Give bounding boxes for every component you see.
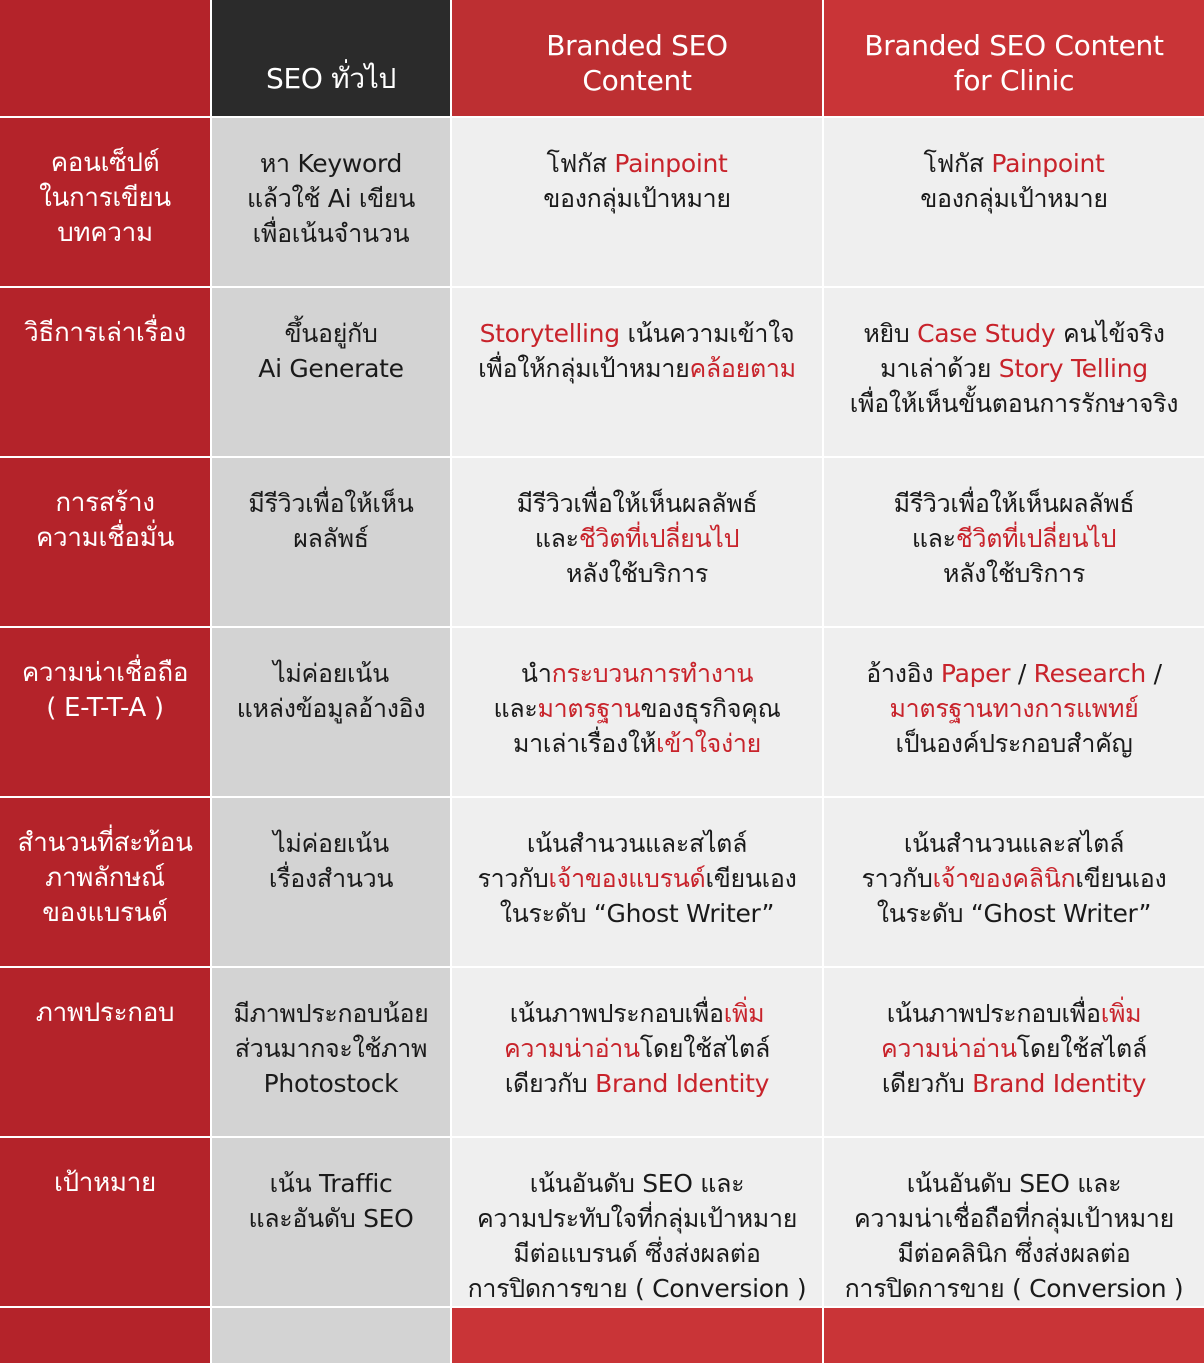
cell-line [505, 1066, 769, 1101]
cell-line [546, 146, 727, 181]
text-segment: เขียนเอง [1075, 864, 1167, 893]
cell-line [468, 1271, 807, 1306]
highlight-text: Brand Identity [595, 1069, 770, 1098]
text-segment: มีรีวิวเพื่อให้เห็นผลลัพธ์ [893, 489, 1135, 518]
highlight-text: Research [1033, 659, 1146, 688]
highlight-text: เจ้าของแบรนด์ [548, 864, 706, 893]
clinic-cell [824, 288, 1204, 458]
cell-line [258, 351, 403, 386]
cell-line: ( E-T-T-A ) [46, 693, 164, 723]
branded-cell [452, 118, 824, 288]
cell-line [269, 861, 393, 896]
cell-line [543, 181, 730, 216]
cell-line [897, 1236, 1130, 1271]
text-segment: ราวกับ [477, 864, 549, 893]
text-segment: เขียนเอง [705, 864, 797, 893]
text-segment: มีภาพประกอบน้อย [233, 999, 429, 1028]
cell-line [943, 556, 1085, 591]
cell-line [293, 521, 369, 556]
text-segment: ราวกับ [861, 864, 933, 893]
text-segment: เดียวกับ [881, 1069, 973, 1098]
text-segment: โดยใช้สไตล์ [1016, 1034, 1148, 1063]
footer-strip-generic [212, 1308, 452, 1363]
text-segment: เน้นอันดับ SEO และ [906, 1169, 1122, 1198]
cell-line [535, 521, 739, 556]
highlight-text: เจ้าของคลินิก [932, 864, 1076, 893]
cell-line: ของแบรนด์ [42, 898, 168, 928]
cell-line [273, 656, 389, 691]
text-segment: ของธุรกิจคุณ [640, 694, 781, 723]
cell-line: เป้าหมาย [53, 1168, 156, 1198]
highlight-text: มาตรฐาน [537, 694, 641, 723]
cell-line [233, 996, 428, 1031]
cell-line [880, 351, 1148, 386]
text-segment: เน้น Traffic [269, 1169, 393, 1198]
text-segment: มีรีวิวเพื่อให้เห็น [248, 489, 414, 518]
text-segment: หา Keyword [259, 149, 403, 178]
text-segment: ของกลุ่มเป้าหมาย [543, 184, 731, 213]
text-segment: การปิดการขาย ( Conversion ) [844, 1274, 1184, 1303]
text-segment: ในระดับ “Ghost Writer” [499, 899, 775, 928]
cell-line [253, 216, 410, 251]
cell-line [235, 1031, 427, 1066]
text-segment: ความประทับใจที่กลุ่มเป้าหมาย [476, 1204, 798, 1233]
highlight-text: Painpoint [991, 149, 1105, 178]
generic-cell [212, 968, 452, 1138]
cell-line: ภาพประกอบ [35, 998, 175, 1028]
cell-line [877, 896, 1151, 931]
cell-line [530, 1166, 745, 1201]
highlight-text: เข้าใจง่าย [655, 729, 762, 758]
cell-line [521, 656, 753, 691]
cell-line [850, 386, 1178, 421]
cell-line: ความเชื่อมั่น [35, 523, 175, 553]
text-segment: แหล่งข้อมูลอ้างอิง [236, 694, 426, 723]
cell-line: คอนเซ็ปต์ [50, 148, 160, 178]
cell-line [248, 486, 413, 521]
cell-line [260, 146, 402, 181]
row-label [0, 118, 212, 288]
cell-line [517, 486, 758, 521]
text-segment: และ [493, 694, 538, 723]
cell-line [866, 656, 1161, 691]
highlight-text: Storytelling [479, 319, 620, 348]
header-line: Branded SEO [546, 29, 728, 62]
cell-line [907, 1166, 1122, 1201]
cell-line [284, 316, 377, 351]
text-segment: ไม่ค่อยเน้น [273, 829, 389, 858]
text-segment: โฟกัส [923, 149, 992, 178]
cell-line [912, 521, 1116, 556]
text-segment: หลังใช้บริการ [565, 559, 709, 588]
highlight-text: คล้อยตาม [689, 354, 796, 383]
text-segment: หยิบ [863, 319, 918, 348]
text-segment: ผลลัพธ์ [293, 524, 369, 553]
row-label [0, 798, 212, 968]
text-segment: เป็นองค์ประกอบสำคัญ [895, 729, 1133, 758]
header-branded-seo-clinic [824, 0, 1204, 118]
cell-line [480, 316, 795, 351]
text-segment: ของกลุ่มเป้าหมาย [920, 184, 1108, 213]
branded-cell [452, 628, 824, 798]
text-segment: และอันดับ SEO [248, 1204, 414, 1233]
generic-cell [212, 288, 452, 458]
text-segment: การปิดการขาย ( Conversion ) [467, 1274, 807, 1303]
header-line: Branded SEO Content [864, 29, 1164, 62]
branded-cell [452, 458, 824, 628]
text-segment: มีต่อคลินิก ซึ่งส่งผลต่อ [897, 1239, 1131, 1268]
generic-cell [212, 118, 452, 288]
clinic-cell [824, 798, 1204, 968]
cell-line: วิธีการเล่าเรื่อง [24, 318, 186, 348]
highlight-text: ความน่าอ่าน [503, 1034, 640, 1063]
text-segment: / [1010, 659, 1034, 688]
text-segment: Photostock [263, 1069, 399, 1098]
cell-line [923, 146, 1104, 181]
cell-line [887, 996, 1142, 1031]
cell-line: สำนวนที่สะท้อน [17, 828, 193, 858]
cell-line [477, 861, 796, 896]
highlight-text: ความน่าอ่าน [880, 1034, 1017, 1063]
highlight-text: เพิ่ม [723, 999, 765, 1028]
branded-cell [452, 288, 824, 458]
cell-line [895, 726, 1132, 761]
text-segment: เน้นสำนวนและสไตล์ [903, 829, 1125, 858]
footer-strip-branded [452, 1308, 824, 1363]
row-label [0, 628, 212, 798]
footer-strip-clinic [824, 1308, 1204, 1363]
text-segment: Ai Generate [258, 354, 404, 383]
text-segment: หลังใช้บริการ [942, 559, 1086, 588]
cell-line [504, 1031, 770, 1066]
cell-line: ในการเขียน [39, 183, 171, 213]
highlight-text: กระบวนการทำงาน [551, 659, 754, 688]
cell-line [566, 556, 708, 591]
highlight-text: Case Study [917, 319, 1056, 348]
text-segment: เพื่อเน้นจำนวน [252, 219, 410, 248]
highlight-text: ชีวิตที่เปลี่ยนไป [578, 524, 740, 553]
text-segment: ส่วนมากจะใช้ภาพ [234, 1034, 428, 1063]
text-segment: เน้นอันดับ SEO และ [529, 1169, 745, 1198]
cell-line: การสร้าง [55, 488, 155, 518]
text-segment: ในระดับ “Ghost Writer” [876, 899, 1152, 928]
cell-line: ความน่าเชื่อถือ [21, 658, 189, 688]
text-segment: คนไข้จริง [1055, 319, 1165, 348]
header-line: SEO ทั่วไป [265, 62, 397, 95]
cell-line [237, 691, 426, 726]
row-label [0, 288, 212, 458]
clinic-cell [824, 628, 1204, 798]
cell-line [889, 691, 1138, 726]
highlight-text: Story Telling [998, 354, 1148, 383]
header-generic-seo [212, 0, 452, 118]
cell-line [273, 826, 389, 861]
text-segment: มีรีวิวเพื่อให้เห็นผลลัพธ์ [516, 489, 758, 518]
generic-cell [212, 1138, 452, 1308]
clinic-cell [824, 458, 1204, 628]
cell-line [510, 996, 765, 1031]
text-segment: เน้นภาพประกอบเพื่อ [886, 999, 1101, 1028]
highlight-text: Brand Identity [972, 1069, 1147, 1098]
cell-line [862, 861, 1167, 896]
cell-line [500, 896, 774, 931]
text-segment: เน้นภาพประกอบเพื่อ [509, 999, 724, 1028]
cell-line [854, 1201, 1174, 1236]
row-label [0, 968, 212, 1138]
highlight-text: ชีวิตที่เปลี่ยนไป [955, 524, 1117, 553]
header-branded-seo-content [452, 0, 824, 118]
cell-line: ภาพลักษณ์ [45, 863, 165, 893]
cell-line [527, 826, 747, 861]
cell-line [248, 1201, 413, 1236]
text-segment: เน้นความเข้าใจ [619, 319, 795, 348]
cell-line [894, 486, 1135, 521]
text-segment: เรื่องสำนวน [268, 864, 394, 893]
text-segment: และ [534, 524, 579, 553]
branded-cell [452, 968, 824, 1138]
text-segment: ขึ้นอยู่กับ [284, 319, 378, 348]
text-segment: ความน่าเชื่อถือที่กลุ่มเป้าหมาย [854, 1204, 1174, 1233]
text-segment: มีต่อแบรนด์ ซึ่งส่งผลต่อ [513, 1239, 761, 1268]
text-segment: เน้นสำนวนและสไตล์ [526, 829, 748, 858]
text-segment: อ้างอิง [866, 659, 941, 688]
clinic-cell [824, 1138, 1204, 1308]
highlight-text: เพิ่ม [1100, 999, 1142, 1028]
branded-cell [452, 1138, 824, 1308]
clinic-cell [824, 118, 1204, 288]
text-segment: แล้วใช้ Ai เขียน [246, 184, 416, 213]
cell-line [513, 726, 761, 761]
cell-line [920, 181, 1107, 216]
text-segment: เพื่อให้เห็นขั้นตอนการรักษาจริง [849, 389, 1179, 418]
highlight-text: มาตรฐานทางการแพทย์ [889, 694, 1139, 723]
text-segment: นำ [520, 659, 552, 688]
cell-line [270, 1166, 393, 1201]
text-segment: เดียวกับ [504, 1069, 596, 1098]
text-segment: มาเล่าด้วย [880, 354, 999, 383]
generic-cell [212, 798, 452, 968]
branded-cell [452, 798, 824, 968]
cell-line [882, 1066, 1146, 1101]
row-label [0, 1138, 212, 1308]
cell-line [881, 1031, 1147, 1066]
footer-strip-label [0, 1308, 212, 1363]
row-label [0, 458, 212, 628]
text-segment: และ [911, 524, 956, 553]
cell-line [845, 1271, 1184, 1306]
text-segment: เพื่อให้กลุ่มเป้าหมาย [478, 354, 690, 383]
text-segment: มาเล่าเรื่องให้ [512, 729, 656, 758]
text-segment: / [1145, 659, 1162, 688]
header-line: for Clinic [953, 64, 1075, 97]
cell-line: บทความ [57, 218, 153, 248]
generic-cell [212, 628, 452, 798]
text-segment: โดยใช้สไตล์ [639, 1034, 771, 1063]
highlight-text: Painpoint [614, 149, 728, 178]
generic-cell [212, 458, 452, 628]
text-segment: ไม่ค่อยเน้น [273, 659, 389, 688]
cell-line [863, 316, 1164, 351]
header-line: Content [582, 64, 692, 97]
cell-line [247, 181, 415, 216]
cell-line [478, 351, 796, 386]
cell-line [494, 691, 781, 726]
clinic-cell [824, 968, 1204, 1138]
header-corner [0, 0, 212, 118]
cell-line [513, 1236, 760, 1271]
text-segment: โฟกัส [546, 149, 615, 178]
highlight-text: Paper [940, 659, 1011, 688]
cell-line [477, 1201, 797, 1236]
cell-line [264, 1066, 399, 1101]
cell-line [904, 826, 1124, 861]
